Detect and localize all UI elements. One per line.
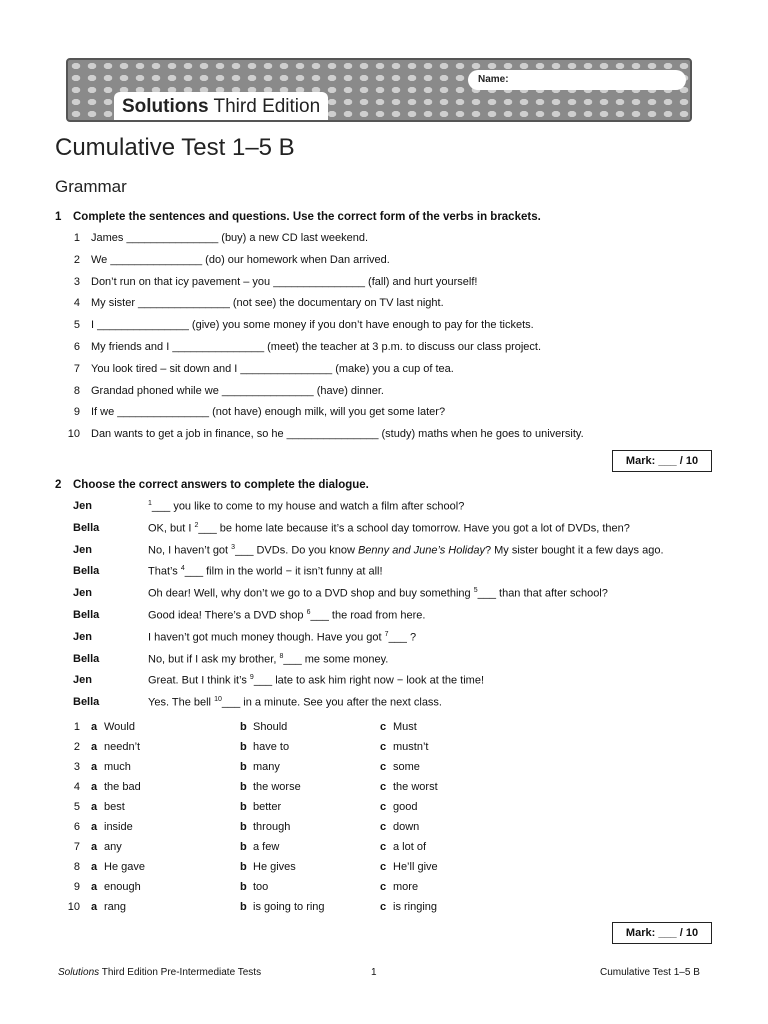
dialogue-text	[148, 609, 425, 622]
exercise-item	[62, 406, 662, 420]
exercise-item	[62, 428, 662, 442]
logo-edition-text: Third Edition	[208, 96, 321, 117]
dialogue-line	[73, 565, 693, 580]
option-a-text: best	[104, 801, 125, 813]
option-b-text: too	[253, 881, 269, 893]
option-a-text: the bad	[104, 781, 141, 793]
option-letter-c: c	[380, 781, 387, 793]
exercise-1-instruction-text: Complete the sentences and questions. Use the correct form of the verbs in brackets.	[73, 211, 541, 223]
dialogue-line	[73, 653, 693, 668]
exercise-item	[62, 297, 662, 311]
option-number: 10	[67, 901, 80, 913]
speaker-name: Jen	[73, 630, 92, 643]
option-c	[380, 801, 417, 813]
dialogue-before: I haven’t got much money though. Have you got	[148, 631, 385, 644]
option-b-text: is going to ring	[253, 901, 325, 913]
exercise-item	[62, 363, 662, 377]
option-letter-a: a	[91, 781, 98, 793]
option-a	[91, 721, 135, 733]
item-text: James _______________ (buy) a new CD last weekend.	[91, 232, 369, 244]
solutions-logo	[114, 92, 328, 122]
dialogue-after: ___ in a minute. See you after the next class.	[221, 696, 442, 709]
gap-number: 10	[214, 696, 222, 704]
option-number: 6	[73, 821, 80, 833]
option-number: 8	[73, 861, 80, 873]
dialogue-after: ___ me some money.	[283, 653, 389, 666]
option-row	[62, 761, 502, 775]
option-c-text: more	[393, 881, 419, 893]
item-text: If we _______________ (not have) enough milk, will you get some later?	[91, 406, 446, 419]
option-b	[240, 781, 301, 793]
option-letter-a: a	[91, 761, 98, 773]
option-c	[380, 781, 438, 793]
option-b-text: a few	[253, 841, 280, 853]
option-a	[91, 881, 141, 893]
dialogue-after: ___ late to ask him right now − look at the time!	[253, 675, 485, 688]
section-heading: Grammar	[55, 177, 127, 196]
dialogue-before: No, I haven’t got	[148, 544, 232, 557]
option-letter-a: a	[91, 801, 98, 813]
option-b-text: Should	[253, 721, 288, 733]
exercise-2-instruction	[55, 479, 369, 491]
dialogue-before: Great. But I think it’s	[148, 675, 250, 688]
option-letter-b: b	[240, 781, 247, 793]
option-c	[380, 821, 419, 833]
option-a	[91, 801, 125, 813]
option-row	[62, 821, 502, 835]
footer-right: Cumulative Test 1–5 B	[600, 967, 700, 978]
option-b-text: many	[253, 761, 280, 773]
option-b-text: have to	[253, 741, 290, 753]
option-c	[380, 901, 437, 913]
gap-number: 7	[384, 630, 389, 638]
option-c-text: the worst	[393, 781, 438, 793]
option-a-text: much	[104, 761, 131, 773]
dialogue-text	[148, 565, 383, 578]
option-number: 1	[73, 721, 80, 733]
option-letter-b: b	[240, 881, 247, 893]
speaker-name: Bella	[73, 652, 100, 665]
option-number: 2	[73, 741, 80, 753]
option-letter-c: c	[380, 821, 387, 833]
dialogue-after: ___ film in the world − it isn’t funny at all!	[184, 566, 383, 579]
exercise-item	[62, 341, 662, 355]
speaker-name: Bella	[73, 521, 100, 534]
option-row	[62, 841, 502, 855]
option-a-text: inside	[104, 821, 133, 833]
name-field[interactable]	[468, 70, 686, 90]
dialogue-text	[148, 522, 630, 535]
dialogue-after: ___ you like to come to my house and watch a film after school?	[151, 500, 465, 513]
option-c-text: Must	[393, 721, 417, 733]
exercise-item	[62, 232, 662, 246]
option-a	[91, 841, 122, 853]
option-letter-c: c	[380, 721, 387, 733]
dialogue-line	[73, 587, 693, 602]
option-a	[91, 761, 131, 773]
option-b-text: He gives	[253, 861, 296, 873]
option-c	[380, 741, 428, 753]
option-b	[240, 721, 287, 733]
option-letter-a: a	[91, 821, 98, 833]
option-b	[240, 901, 325, 913]
option-letter-b: b	[240, 741, 247, 753]
dialogue-before: No, but if I ask my brother,	[148, 653, 280, 666]
item-text: Dan wants to get a job in finance, so he _______________ (study) maths when he goes to university.	[91, 428, 584, 441]
option-letter-c: c	[380, 801, 387, 813]
option-c	[380, 721, 417, 733]
option-letter-b: b	[240, 901, 247, 913]
gap-number: 6	[306, 609, 311, 616]
option-row	[62, 741, 502, 755]
option-c	[380, 841, 426, 853]
option-a-text: any	[104, 841, 122, 853]
option-c	[380, 881, 418, 893]
dialogue-before: OK, but I	[148, 522, 195, 535]
dialogue-before: That’s	[148, 566, 181, 579]
option-b	[240, 821, 290, 833]
option-letter-c: c	[380, 881, 387, 893]
dialogue-after: ___ the road from here.	[310, 609, 426, 622]
option-letter-c: c	[380, 901, 387, 913]
dialogue-text	[148, 653, 388, 666]
option-row	[62, 881, 502, 895]
option-b	[240, 741, 289, 753]
dialogue-line	[73, 674, 693, 689]
dialogue-line	[73, 631, 693, 646]
gap-number: 5	[473, 587, 478, 595]
speaker-name: Bella	[73, 565, 100, 578]
speaker-name: Jen	[73, 543, 92, 556]
option-letter-c: c	[380, 741, 387, 753]
dialogue-before: Good idea! There’s a DVD shop	[148, 609, 307, 622]
gap-number: 9	[249, 674, 254, 682]
option-a	[91, 741, 140, 753]
option-a-text: Would	[104, 721, 135, 733]
exercise-1-instruction	[55, 211, 541, 223]
option-c-text: some	[393, 761, 420, 773]
option-number: 9	[73, 881, 80, 893]
option-c-text: good	[393, 801, 418, 813]
dialogue-line	[73, 500, 693, 515]
exercise-1-number: 1	[55, 211, 62, 223]
name-label: Name:	[478, 74, 509, 85]
gap-number: 1	[148, 500, 152, 507]
option-c	[380, 761, 420, 773]
option-letter-b: b	[240, 721, 247, 733]
option-c-text: mustn’t	[393, 741, 429, 753]
speaker-name: Jen	[73, 500, 92, 512]
option-a-text: enough	[104, 881, 141, 893]
exercise-1-mark-box	[612, 450, 712, 472]
gap-number: 8	[279, 652, 284, 660]
logo-bold-text: Solutions	[122, 96, 209, 117]
option-letter-a: a	[91, 741, 98, 753]
option-c-text: down	[393, 821, 420, 833]
gap-number: 4	[180, 565, 185, 573]
dialogue-line	[73, 544, 693, 559]
option-number: 3	[73, 761, 80, 773]
exercise-item	[62, 319, 662, 333]
item-text: Grandad phoned while we _______________ (have) dinner.	[91, 384, 384, 397]
dialogue-text	[148, 500, 464, 513]
option-letter-a: a	[91, 861, 98, 873]
item-text: We _______________ (do) our homework when Dan arrived.	[91, 253, 390, 266]
item-number: 5	[73, 319, 80, 332]
dialogue-text	[148, 631, 416, 644]
option-b-text: better	[253, 801, 282, 813]
option-a-text: needn’t	[104, 741, 141, 753]
option-a	[91, 821, 133, 833]
option-row	[62, 861, 502, 875]
option-letter-b: b	[240, 841, 247, 853]
item-text: Don’t run on that icy pavement – you _______________ (fall) and hurt yourself!	[91, 275, 478, 288]
option-number: 5	[73, 801, 80, 813]
exercise-2-instruction-text: Choose the correct answers to complete the dialogue.	[73, 479, 369, 491]
item-number: 8	[73, 384, 80, 397]
footer-series: Solutions	[58, 967, 100, 978]
dialogue-text	[148, 674, 484, 687]
dialogue-after: ___ ?	[388, 631, 417, 644]
option-b	[240, 841, 279, 853]
film-title: Benny and June’s Holiday	[357, 544, 485, 557]
option-letter-c: c	[380, 841, 387, 853]
dialogue-line	[73, 696, 693, 711]
dialogue-text	[148, 696, 442, 709]
exercise-item	[62, 276, 662, 290]
dialogue-text	[148, 587, 608, 600]
gap-number: 3	[231, 543, 236, 551]
option-b	[240, 861, 296, 873]
option-a	[91, 901, 126, 913]
option-number: 7	[73, 841, 80, 853]
option-letter-b: b	[240, 861, 247, 873]
dialogue-line	[73, 522, 693, 537]
option-b	[240, 801, 281, 813]
speaker-name: Jen	[73, 587, 92, 600]
test-title: Cumulative Test 1–5 B	[55, 134, 295, 161]
option-letter-a: a	[91, 901, 98, 913]
exercise-item	[62, 254, 662, 268]
option-letter-c: c	[380, 761, 387, 773]
item-number: 6	[73, 341, 80, 353]
dialogue-line	[73, 609, 693, 624]
option-c-text: a lot of	[393, 841, 427, 853]
speaker-name: Bella	[73, 696, 100, 709]
item-number: 2	[73, 253, 80, 266]
dialogue-after: ___ be home late because it’s a school day tomorrow. Have you got a lot of DVDs, then?	[198, 522, 630, 535]
option-number: 4	[73, 781, 80, 793]
dialogue-tail: ? My sister bought it a few days ago.	[484, 544, 664, 557]
item-number: 9	[73, 406, 80, 419]
option-c	[380, 861, 438, 873]
option-b	[240, 761, 280, 773]
item-text: I _______________ (give) you some money if you don’t have enough to pay for the tickets.	[91, 319, 534, 332]
dialogue-after: ___ than that after school?	[477, 587, 608, 600]
option-letter-a: a	[91, 721, 98, 733]
option-c-text: He’ll give	[393, 861, 438, 873]
dialogue-before: Oh dear! Well, why don’t we go to a DVD shop and buy something	[148, 587, 474, 600]
option-row	[62, 901, 502, 915]
option-letter-a: a	[91, 881, 98, 893]
option-b-text: through	[253, 821, 291, 833]
exercise-2-mark: Mark: ___ / 10	[625, 927, 699, 939]
exercise-item	[62, 385, 662, 399]
option-row	[62, 721, 502, 735]
speaker-name: Jen	[73, 674, 92, 687]
footer-page-number: 1	[371, 967, 377, 978]
option-b-text: the worse	[253, 781, 301, 793]
item-number: 4	[73, 297, 80, 310]
item-number: 10	[67, 428, 80, 441]
option-a-text: rang	[104, 901, 127, 913]
dialogue-after: ___ DVDs. Do you know	[235, 544, 358, 557]
item-number: 3	[73, 275, 80, 288]
gap-number: 2	[194, 521, 199, 529]
option-letter-b: b	[240, 801, 247, 813]
dialogue-before: Yes. The bell	[148, 696, 215, 709]
exercise-2-number: 2	[55, 479, 62, 491]
item-text: My sister _______________ (not see) the documentary on TV last night.	[91, 297, 444, 310]
exercise-2-mark-box	[612, 922, 712, 944]
option-b	[240, 881, 268, 893]
option-row	[62, 801, 502, 815]
option-row	[62, 781, 502, 795]
item-number: 7	[73, 362, 80, 375]
exercise-1-mark: Mark: ___ / 10	[625, 455, 699, 467]
option-letter-a: a	[91, 841, 98, 853]
item-number: 1	[73, 232, 80, 244]
header-banner	[66, 58, 692, 122]
item-text: My friends and I _______________ (meet) the teacher at 3 p.m. to discuss our class project.	[91, 341, 542, 353]
option-letter-b: b	[240, 821, 247, 833]
option-a	[91, 781, 141, 793]
footer-book: Third Edition Pre-Intermediate Tests	[99, 967, 262, 978]
option-c-text: is ringing	[393, 901, 438, 913]
dialogue-text	[148, 544, 664, 557]
footer-left	[58, 967, 261, 978]
item-text: You look tired – sit down and I _______________ (make) you a cup of tea.	[91, 362, 454, 375]
speaker-name: Bella	[73, 609, 100, 621]
option-letter-c: c	[380, 861, 387, 873]
option-letter-b: b	[240, 761, 247, 773]
option-a	[91, 861, 145, 873]
option-a-text: He gave	[104, 861, 145, 873]
